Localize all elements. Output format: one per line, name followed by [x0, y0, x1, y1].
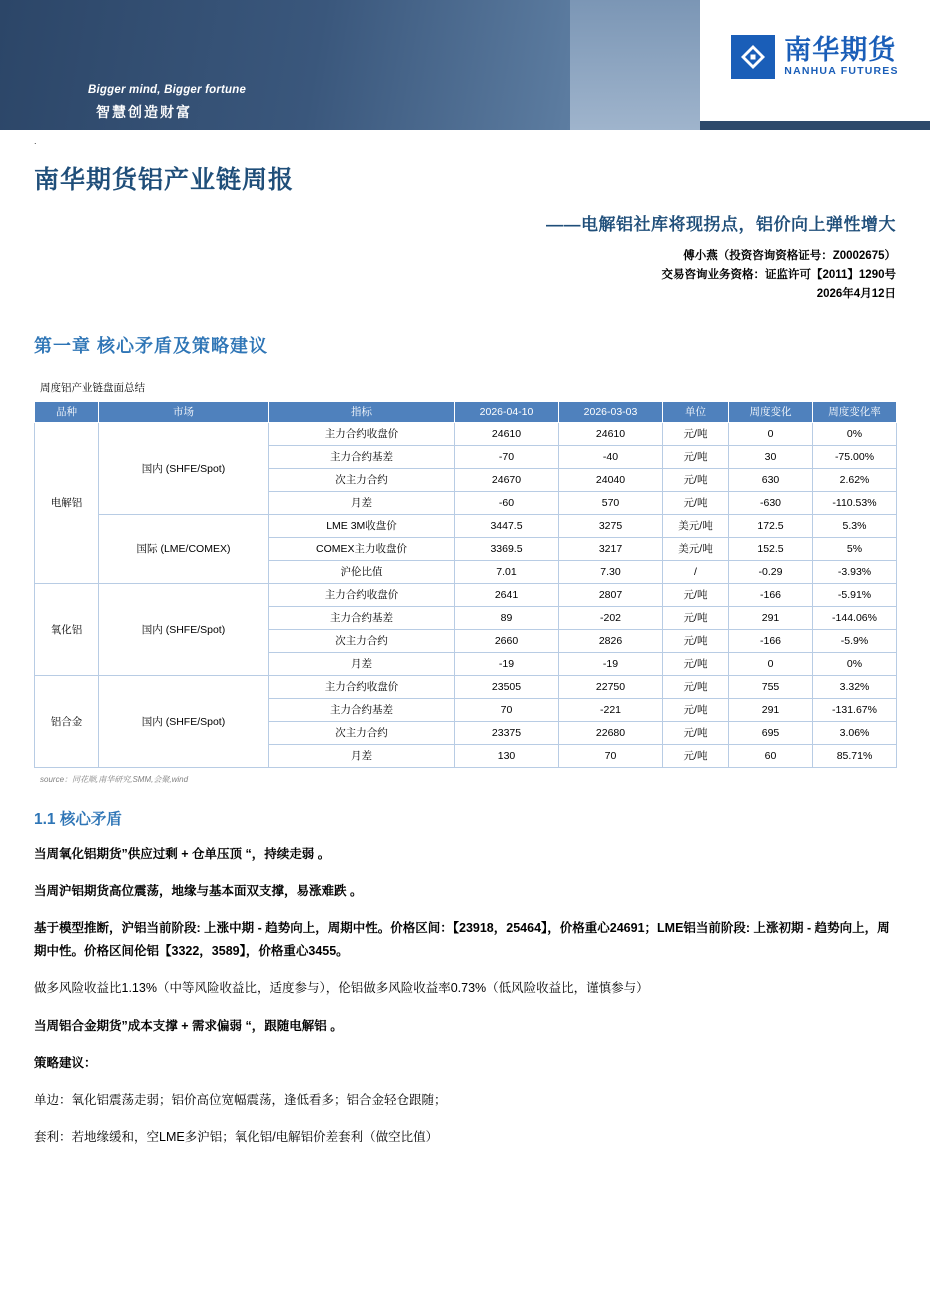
cell-value-previous: 3217: [559, 537, 663, 560]
cell-value-current: 70: [455, 698, 559, 721]
cell-change: 0: [729, 652, 813, 675]
cell-market: 国内 (SHFE/Spot): [99, 422, 269, 514]
paragraph-7: 单边：氧化铝震荡走弱；铝价高位宽幅震荡，逢低看多；铝合金轻仓跟随；: [34, 1092, 447, 1107]
logo-diamond-icon: [731, 35, 775, 79]
author-block: [34, 247, 896, 304]
cell-change-pct: 3.06%: [813, 721, 897, 744]
cell-change: 755: [729, 675, 813, 698]
cell-indicator: 主力合约收盘价: [269, 583, 455, 606]
cell-change: 291: [729, 698, 813, 721]
th-indicator: 指标: [269, 401, 455, 422]
cell-change-pct: -5.91%: [813, 583, 897, 606]
cell-change-pct: -3.93%: [813, 560, 897, 583]
document-body: [0, 160, 930, 1149]
banner-logo-panel: [700, 0, 930, 130]
cell-unit: /: [663, 560, 729, 583]
cell-value-current: 24610: [455, 422, 559, 445]
section-paragraphs: [34, 843, 896, 1149]
cell-value-current: 7.01: [455, 560, 559, 583]
cell-value-previous: -221: [559, 698, 663, 721]
cell-unit: 元/吨: [663, 422, 729, 445]
banner-gradient-panel: [570, 0, 700, 130]
slogan-chinese: 智慧创造财富: [96, 104, 192, 120]
cell-value-current: 24670: [455, 468, 559, 491]
cell-value-current: 3447.5: [455, 514, 559, 537]
th-date-current: 2026-04-10: [455, 401, 559, 422]
cell-value-previous: 22750: [559, 675, 663, 698]
table-header-row: [35, 401, 897, 422]
paragraph-2: 当周沪铝期货高位震荡，地缘与基本面双支撑，易涨难跌 。: [34, 884, 363, 899]
slogan-english: Bigger mind, Bigger fortune: [88, 84, 247, 96]
table-body: [35, 422, 897, 767]
th-weekly-change-pct: 周度变化率: [813, 401, 897, 422]
paragraph-8: 套利：若地缘缓和，空LME多沪铝；氧化铝/电解铝价差套利（做空比值）: [34, 1129, 439, 1144]
cell-product-kind: 电解铝: [35, 422, 99, 583]
table-row: [35, 422, 897, 445]
report-date: 2026年4月12日: [816, 287, 896, 300]
cell-change-pct: 0%: [813, 652, 897, 675]
cell-value-previous: 24610: [559, 422, 663, 445]
cell-change: 0: [729, 422, 813, 445]
cell-indicator: 次主力合约: [269, 629, 455, 652]
page-title: 南华期货铝产业链周报: [34, 166, 295, 194]
page-subtitle: ——电解铝社库将现拐点，铝价向上弹性增大: [546, 215, 896, 234]
cell-change: -0.29: [729, 560, 813, 583]
cell-value-current: -60: [455, 491, 559, 514]
paragraph-4: 做多风险收益比1.13%（中等风险收益比，适度参与），伦铝做多风险收益率0.73%（低风险收益比，谨慎参与）: [34, 981, 649, 996]
cell-value-previous: 2826: [559, 629, 663, 652]
cell-unit: 元/吨: [663, 675, 729, 698]
cell-value-previous: 70: [559, 744, 663, 767]
cell-value-previous: 570: [559, 491, 663, 514]
cell-value-current: 2641: [455, 583, 559, 606]
cell-change-pct: -131.67%: [813, 698, 897, 721]
cell-change-pct: 85.71%: [813, 744, 897, 767]
cell-value-current: -70: [455, 445, 559, 468]
license-line: 交易咨询业务资格：证监许可【2011】1290号: [661, 268, 896, 281]
cell-value-current: 89: [455, 606, 559, 629]
cell-change-pct: -5.9%: [813, 629, 897, 652]
paragraph-1: 当周氧化铝期货”供应过剩 + 仓单压顶 “，持续走弱 。: [34, 846, 331, 861]
cell-unit: 元/吨: [663, 721, 729, 744]
cell-value-previous: 22680: [559, 721, 663, 744]
cell-indicator: 沪伦比值: [269, 560, 455, 583]
cell-change-pct: 3.32%: [813, 675, 897, 698]
th-unit: 单位: [663, 401, 729, 422]
cell-value-previous: 24040: [559, 468, 663, 491]
cell-product-kind: 铝合金: [35, 675, 99, 767]
th-market: 市场: [99, 401, 269, 422]
cell-unit: 元/吨: [663, 744, 729, 767]
cell-value-current: -19: [455, 652, 559, 675]
cell-value-previous: -19: [559, 652, 663, 675]
cell-change: 291: [729, 606, 813, 629]
table-source-note: source：同花顺,南华研究,SMM,会聚,wind: [40, 774, 189, 784]
cell-change-pct: -75.00%: [813, 445, 897, 468]
logo-text-english: NANHUA FUTURES: [784, 64, 899, 77]
chapter-heading: 第一章 核心矛盾及策略建议: [34, 335, 268, 356]
cell-market: 国内 (SHFE/Spot): [99, 583, 269, 675]
cell-value-previous: -40: [559, 445, 663, 468]
cell-unit: 元/吨: [663, 629, 729, 652]
cell-market: 国际 (LME/COMEX): [99, 514, 269, 583]
cell-product-kind: 氧化铝: [35, 583, 99, 675]
cell-change-pct: 5.3%: [813, 514, 897, 537]
th-kind: 品种: [35, 401, 99, 422]
cell-change: 695: [729, 721, 813, 744]
cell-indicator: 月差: [269, 652, 455, 675]
cell-indicator: 主力合约收盘价: [269, 422, 455, 445]
author-name-line: 傅小燕（投资咨询资格证号：Z0002675）: [683, 250, 896, 262]
cell-change-pct: 5%: [813, 537, 897, 560]
cell-indicator: 主力合约基差: [269, 698, 455, 721]
cell-unit: 元/吨: [663, 652, 729, 675]
cell-value-previous: 7.30: [559, 560, 663, 583]
table-row: [35, 514, 897, 537]
th-weekly-change: 周度变化: [729, 401, 813, 422]
paragraph-6: 策略建议：: [34, 1055, 97, 1070]
cell-value-current: 2660: [455, 629, 559, 652]
cell-unit: 元/吨: [663, 445, 729, 468]
cell-change: 630: [729, 468, 813, 491]
cell-unit: 元/吨: [663, 491, 729, 514]
section-heading-1-1: 1.1 核心矛盾: [34, 810, 122, 828]
banner-left-panel: [0, 0, 570, 130]
th-date-previous: 2026-03-03: [559, 401, 663, 422]
cell-change-pct: -110.53%: [813, 491, 897, 514]
cell-indicator: 主力合约收盘价: [269, 675, 455, 698]
cell-indicator: LME 3M收盘价: [269, 514, 455, 537]
page-header-banner: [0, 0, 930, 130]
table-row: [35, 583, 897, 606]
cell-change: -166: [729, 629, 813, 652]
cell-change-pct: -144.06%: [813, 606, 897, 629]
cell-change-pct: 0%: [813, 422, 897, 445]
company-logo: [731, 35, 898, 79]
cell-market: 国内 (SHFE/Spot): [99, 675, 269, 767]
cell-indicator: 次主力合约: [269, 721, 455, 744]
cell-value-previous: -202: [559, 606, 663, 629]
cell-value-previous: 3275: [559, 514, 663, 537]
cell-unit: 元/吨: [663, 468, 729, 491]
cell-change: 152.5: [729, 537, 813, 560]
cell-unit: 美元/吨: [663, 514, 729, 537]
cell-indicator: 月差: [269, 491, 455, 514]
cell-unit: 美元/吨: [663, 537, 729, 560]
table-caption: 周度铝产业链盘面总结: [40, 381, 145, 394]
cell-change: -166: [729, 583, 813, 606]
cell-indicator: COMEX主力收盘价: [269, 537, 455, 560]
cell-value-previous: 2807: [559, 583, 663, 606]
cell-indicator: 主力合约基差: [269, 445, 455, 468]
cell-change: 172.5: [729, 514, 813, 537]
cell-change: -630: [729, 491, 813, 514]
cell-indicator: 主力合约基差: [269, 606, 455, 629]
cell-indicator: 次主力合约: [269, 468, 455, 491]
paragraph-3: 基于模型推断，沪铝当前阶段: 上涨中期 - 趋势向上，周期中性。价格区间：【23918，25464】，价格重心24691；LME铝当前阶段: 上涨初期 - 趋势向上，周期中性。价格区间伦铝【3322，3589】，价格重心3455。: [34, 921, 890, 959]
table-row: [35, 675, 897, 698]
cell-indicator: 月差: [269, 744, 455, 767]
cell-change-pct: 2.62%: [813, 468, 897, 491]
cell-value-current: 23505: [455, 675, 559, 698]
cell-unit: 元/吨: [663, 606, 729, 629]
cell-change: 60: [729, 744, 813, 767]
page-marker-dot: .: [34, 136, 37, 146]
cell-unit: 元/吨: [663, 698, 729, 721]
logo-text-chinese: 南华期货: [784, 35, 897, 66]
cell-value-current: 3369.5: [455, 537, 559, 560]
cell-unit: 元/吨: [663, 583, 729, 606]
cell-value-current: 23375: [455, 721, 559, 744]
paragraph-5: 当周铝合金期货”成本支撑 + 需求偏弱 “，跟随电解铝 。: [34, 1018, 343, 1033]
market-summary-table: [34, 401, 897, 768]
cell-change: 30: [729, 445, 813, 468]
cell-value-current: 130: [455, 744, 559, 767]
